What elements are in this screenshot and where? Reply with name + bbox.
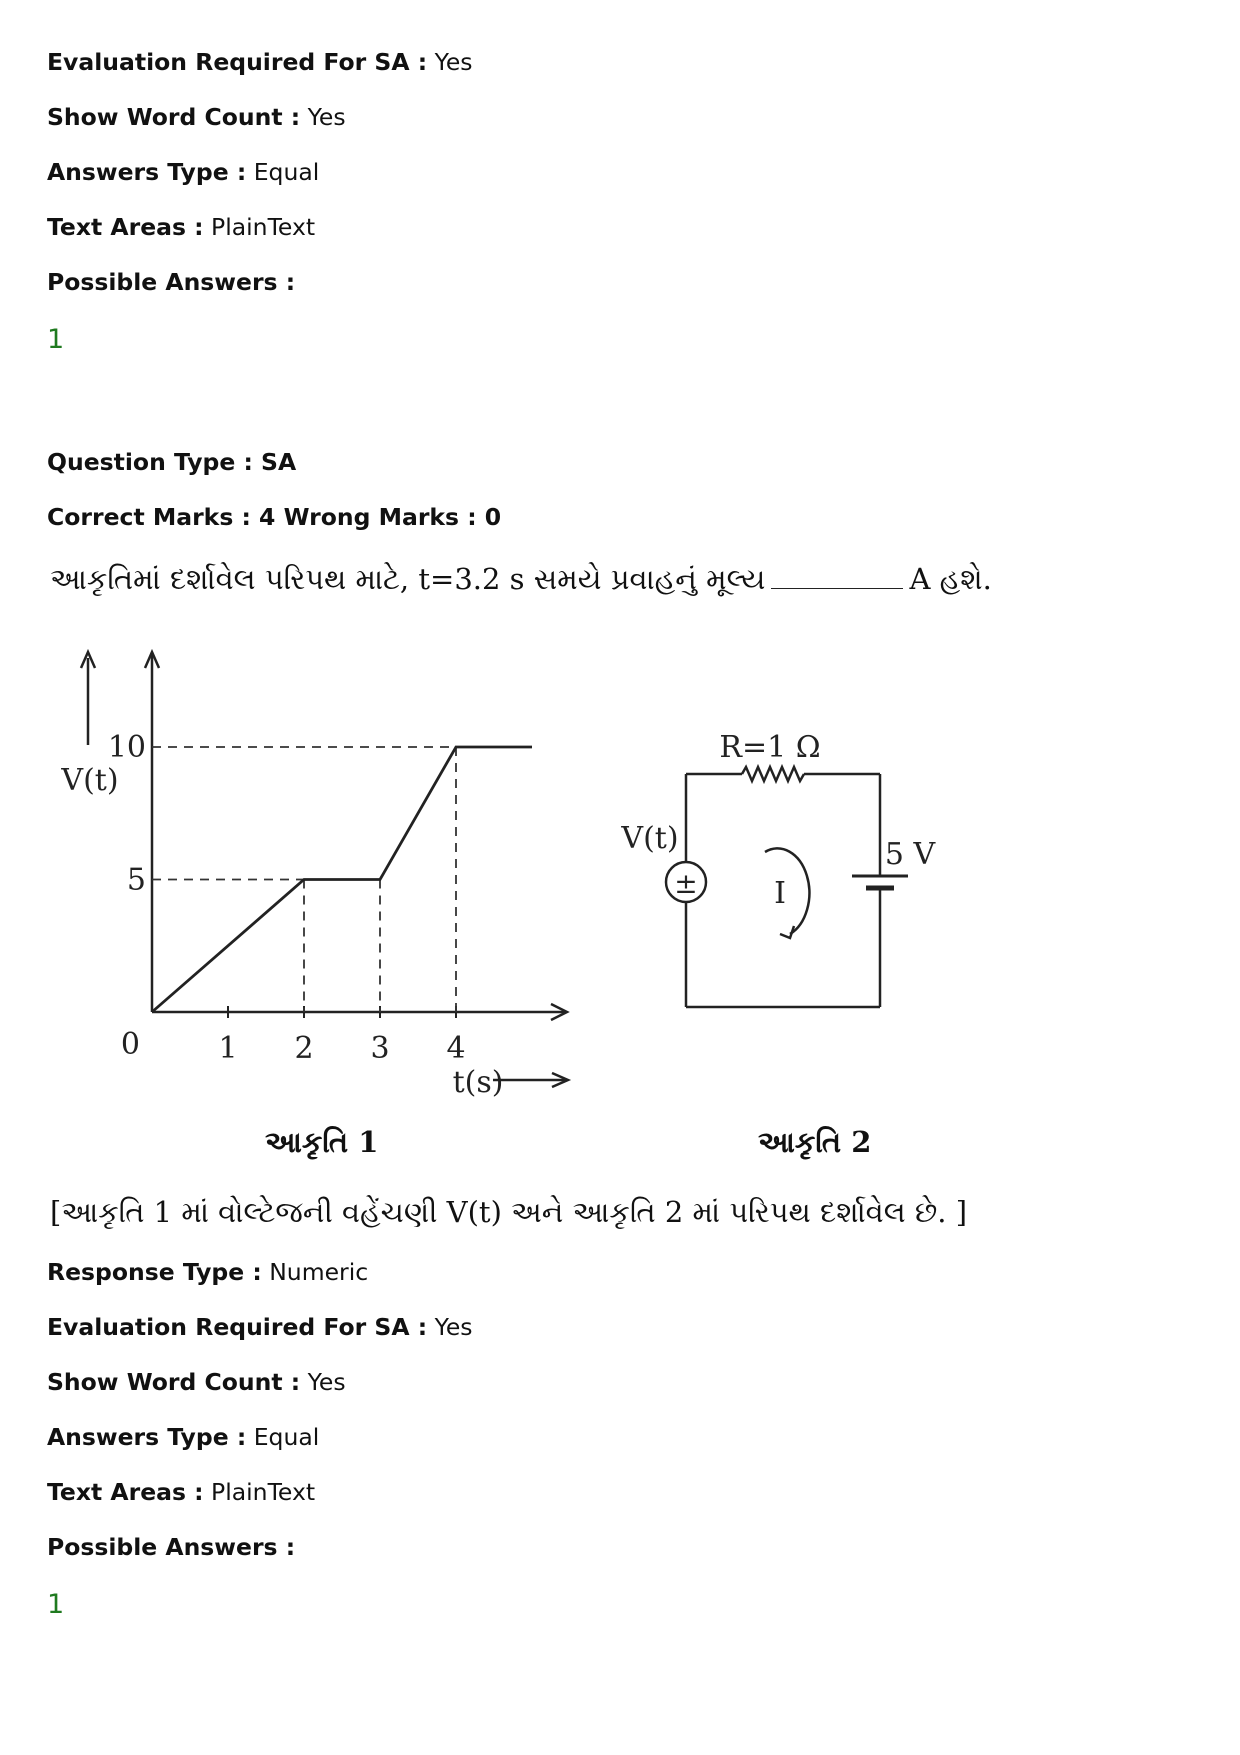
figure2-caption: આકૃતિ 2: [758, 1125, 872, 1159]
possible-answer-value: 1: [47, 1589, 65, 1620]
answers-type-label: Answers Type :: [47, 1423, 247, 1451]
evaluation-label: Evaluation Required For SA :: [47, 48, 428, 76]
possible-answers-row: [47, 267, 295, 297]
answers-type-value: Equal: [253, 1423, 320, 1451]
resistor-label: R=1 Ω: [719, 730, 821, 765]
evaluation-label: Evaluation Required For SA :: [47, 1313, 428, 1341]
answers-type-row: [47, 157, 319, 187]
y-tick-label: 10: [107, 730, 146, 765]
response-type-label: Response Type :: [47, 1258, 262, 1286]
current-arrow: [765, 848, 809, 934]
possible-answers-label: Possible Answers :: [47, 268, 296, 296]
y-axis-label: V(t): [61, 763, 119, 798]
x-axis-label: t(s): [452, 1065, 504, 1100]
possible-answers-label: Possible Answers :: [47, 1533, 296, 1561]
question-text: [50, 561, 992, 597]
text-areas-label: Text Areas :: [47, 1478, 204, 1506]
word-count-value: Yes: [307, 1368, 346, 1396]
text-areas-row: [47, 212, 315, 242]
answers-type-row-2: [47, 1422, 319, 1452]
evaluation-value: Yes: [434, 1313, 473, 1341]
response-type-value: Numeric: [269, 1258, 369, 1286]
response-type-row: [47, 1257, 368, 1287]
source-sign: ±: [674, 867, 698, 900]
origin-label: 0: [120, 1027, 140, 1062]
text-areas-row-2: [47, 1477, 315, 1507]
current-label: I: [774, 876, 786, 911]
evaluation-row-2: [47, 1312, 473, 1342]
marks-line: Correct Marks : 4 Wrong Marks : 0: [47, 503, 502, 531]
word-count-label: Show Word Count :: [47, 103, 301, 131]
battery-label: 5 V: [884, 837, 936, 872]
x-tick-label: 3: [370, 1031, 390, 1066]
x-tick-label: 1: [218, 1031, 238, 1066]
figure-note: [આકૃતિ 1 માં વોલ્ટેજની વહેંચણી V(t) અને આકૃતિ 2 માં પરિપથ દર્શાવેલ છે. ]: [50, 1195, 968, 1229]
possible-answers-row-2: [47, 1532, 295, 1562]
possible-answer-value: 1: [47, 324, 65, 355]
word-count-row: [47, 102, 346, 132]
circuit-diagram: [620, 720, 950, 1020]
question-type: Question Type : SA: [47, 448, 297, 476]
x-tick-label: 2: [294, 1031, 314, 1066]
word-count-label: Show Word Count :: [47, 1368, 301, 1396]
source-label: V(t): [621, 821, 679, 856]
text-areas-value: PlainText: [211, 213, 316, 241]
question-text-before: આકૃતિમાં દર્શાવેલ પરિપથ માટે, t=3.2 s સમયે પ્રવાહનું મૂલ્ય: [50, 562, 766, 596]
word-count-value: Yes: [307, 103, 346, 131]
word-count-row-2: [47, 1367, 346, 1397]
voltage-graph: [0, 620, 620, 1120]
resistor: [742, 767, 804, 781]
y-tick-label: 5: [126, 862, 146, 898]
evaluation-row: [47, 47, 473, 77]
current-arrow-head: [780, 926, 794, 938]
evaluation-value: Yes: [434, 48, 473, 76]
question-text-after: A હશે.: [909, 562, 992, 596]
text-areas-value: PlainText: [211, 1478, 316, 1506]
x-tick-label: 4: [446, 1031, 466, 1066]
text-areas-label: Text Areas :: [47, 213, 204, 241]
answers-type-label: Answers Type :: [47, 158, 247, 186]
figure1-caption: આકૃતિ 1: [265, 1125, 379, 1159]
answer-blank: [771, 566, 903, 589]
answers-type-value: Equal: [253, 158, 320, 186]
